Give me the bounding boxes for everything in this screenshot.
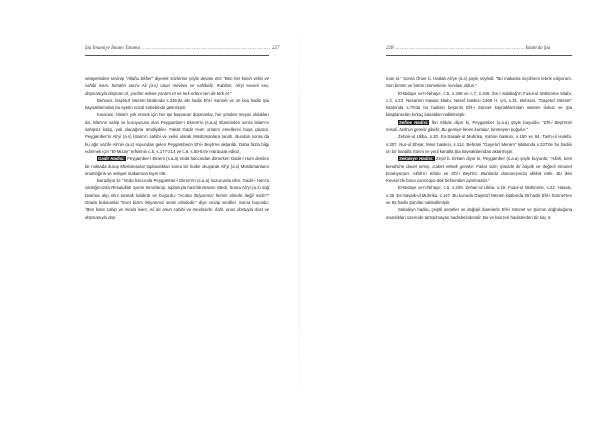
right-paragraph bbox=[386, 133, 572, 155]
right-body-text bbox=[386, 75, 572, 221]
right-text-segment: "Allah, beni kendisine davet etmiş, icabet etmek gerekir. Fakat sizin içinizde iki büyük ve değerli emanet bırakıyorum: Allah'ın Kitabı ve Ehl-i Beyt'im. Bunlarda davranışınıza dikkat edin. Bu ikisi Kevser'de bana varıncaya dek birbirinden ayrılmazlar." bbox=[386, 156, 572, 184]
right-header-dots: .......................................................................... bbox=[394, 46, 525, 51]
left-paragraph bbox=[85, 155, 269, 177]
right-text-segment: "Ehl-i Beyt'imin misali, Nuh'un gemisi gibidir. Bu gemiye binen kurtulur, binmeyen boğulur." bbox=[386, 119, 572, 133]
right-text-segment: El-Bidaye ve'n-Nihaye, c.5, s.209. Zehair-ul Ukba, s.16. Fusul-ul Mühimme, s.22. Hasais, s.30. Es-Savaik-ul Muhrika, s.147. Bu konuda Gayetu'l Meram kitabında 39 hadis Ehl-i Sünnet'ten ve 82 hadis Şia'dan nakledilmiştir. bbox=[386, 185, 572, 206]
left-running-header bbox=[85, 44, 280, 54]
right-paragraph bbox=[386, 206, 572, 221]
left-header-rule bbox=[85, 55, 269, 56]
right-paragraph bbox=[386, 155, 572, 184]
left-page-number: 227 bbox=[271, 46, 280, 51]
left-paragraph bbox=[85, 177, 269, 221]
left-text-segment: "Acaba ihtiyarınızı benim elimde değil midir?" bbox=[178, 192, 269, 198]
section-heading: Sekaleyn Hadisi: bbox=[399, 156, 434, 162]
right-page-number: 228 bbox=[386, 46, 394, 51]
right-text-segment: Sonra Ömer b. Hattab Ali'ye (a.s) şöyle söyledi: "Bu makama seçilmeni tebrik ediyorum. Sen benim ve bütün müminlerin mevlası oldun." bbox=[386, 76, 572, 89]
right-paragraph bbox=[386, 90, 572, 119]
left-text-segment: Buradiyor ki: "Veda haccında Peygamber-i Ekrem'in (s.a.a) huzurunda idim. Gadir-i Hum'a vardığımızda Resulullah oyerin temizlenip, toplanıyla hazırlanmasını istedi. Sonra Ali'yi (a.s) sağ tarafına alıp elini tutarak kaldırdı ve buyurdu: bbox=[85, 178, 269, 198]
right-text-segment: Sekaleyn hadisi, çeşitli senetler ve değişik ibarelerle Ehl-i Sünnet ve Şia'nın doğruluğuna inandıkları üzerinde tartışılmayan hadislerindendir. Bu ve benzeri hadislerden bir kaç ö- bbox=[386, 207, 572, 220]
left-paragraph bbox=[85, 75, 269, 97]
right-text-segment: Zeyd b. Erkam diyor ki, Peygamber (s.a.a) şöyle buyurdu: bbox=[434, 156, 551, 162]
left-text-segment: Behrani, Gayetu'l Meram kitabında s.336'da altı hadis Ehl-i Sünnet ve on beş hadis Şia kaynaklarından bu ayetin nüzul sebebinde getirmiştir. bbox=[85, 97, 269, 111]
right-header-rule bbox=[386, 55, 572, 56]
right-paragraph bbox=[386, 184, 572, 206]
right-paragraph bbox=[386, 119, 572, 134]
left-paragraph bbox=[85, 97, 269, 112]
right-running-header bbox=[386, 44, 572, 54]
left-text-segment: Peygamber-i Ekrem (s.a.a) Veda haccından dönerken Gadir-i Hum denilen bir noktada durup Müslümanlar toplandıktan sonra bir hutbe okuyarak Ali'yi (a.s) Müslümanların imamlığına ve velayet makamına tayin etti. bbox=[85, 156, 269, 176]
left-header-dots: .......................................................................... bbox=[141, 46, 271, 51]
right-text-segment: Zehair-ul Ukba, s.20. Es-Savaik-ul Muhrika, Kahire baskısı, s.150 ve 84. Tarih-ul Hulefa, s.307. Nur-ul Ebsar, Mısır baskısı, s.114. Behrani "Gayetu'l Meram" kitabında s.237'de bu hadisi on bir kanalla Sünni ve yedi kanalla Şia kaynaklarından aktarmıştır. bbox=[386, 134, 572, 154]
left-header-title: Şia İmamiye İmamı Tanıma bbox=[85, 46, 140, 51]
left-text-segment: Kısacası: İslam'ı yok etmek için her işe başvuran düşmanlar, her yönden meyus oldukları da, İslam'ın sahip ve koruyucusu olan Peygamber-i Ekrem'in (s.a.a) ölümünden sonra İslam'ın sahipsiz kalıp, yok olacağına ümitliydiler. Fakat Gadir Hum onların emellerini boşa çıkardı. Peygamber'in Ali'yi (a.s) İslam'ın sahibi ve velisi olarak Müslümanlara tanıttı. Bundan sonra da bu ağır vazife Ali'nin (a.s) soyundan gelen Peygamberin Ehl-i Beyti'ne aktarıldı. Daha fazla bilgi edinmek için "El-Mizan" tefsirinin c.5, s.177-214 ve c.6, s.50-64'e müracaat ediniz. bbox=[85, 112, 269, 154]
left-text-segment: Orada bulunanlar "Evet bizim ihtiyarımız senin elindedir." diye cevap verdiler. Sonra buyurdu: bbox=[85, 200, 269, 206]
left-text-segment: velayetinden sevinip bbox=[85, 76, 126, 81]
section-heading: Sefine Hadisi: bbox=[399, 119, 429, 125]
left-text-segment: "Allahu Ekber" bbox=[125, 76, 154, 81]
left-text-segment: diyerek sözlerine şöyle devam etti: bbox=[153, 76, 224, 81]
right-page bbox=[300, 0, 600, 424]
left-paragraph bbox=[85, 111, 269, 155]
right-text-segment: El-Bidaye ve'n-Nihaye, c.5, s.208 ve c.7, s.346. İbn-i Sabbağ'ın Fusul-ul Mühimme kitabı, c.2, s.23. Nesai'nin Hasais kitabı, Nesef baskısı 1369 H. yılı, s.31. Behrani, "Gayetu'l Meram" kitabında s.79'da bu hadisin beşerini Ehl-i Sünnet kaynaklarından seksen dokuz ve Şia kitaplarından kırkuç kanaldan nakletmiştir. bbox=[386, 90, 572, 118]
left-text-segment: "Ben kime sahip ve mevla isem, Ali de onun sahibi ve mevlasıdır. İlahi, onun dostuyla dost ve düşmanıyla düş- bbox=[85, 207, 269, 220]
right-header-title: İslam'da Şia bbox=[525, 46, 551, 51]
right-text-segment: İbn Abbas diyor ki, Peygamber (s.a.a) şöyle buyurdu: bbox=[429, 119, 543, 125]
left-body-text bbox=[85, 75, 269, 221]
right-paragraph bbox=[386, 75, 572, 90]
right-text-segment: man ol." bbox=[386, 76, 402, 81]
left-text-segment: "Ben her kimin velisi ve sahibi isem, benden sonra Ali (a.s) onun mevlası ve sahibidir. Rabbim, Ali'yi seveni sev, düşmanıyla düşman ol, yardım edene yardım et ve terk edeni sen de terk et." bbox=[85, 76, 269, 96]
section-heading: Gadir Hadisi: bbox=[98, 156, 125, 162]
